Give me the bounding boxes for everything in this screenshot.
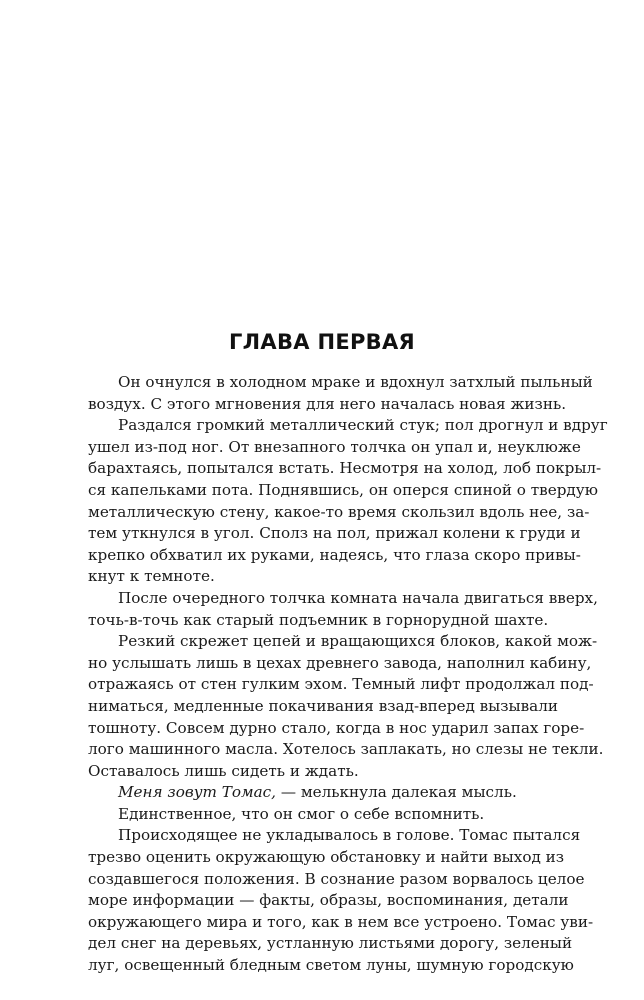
text-line: кнут к темноте. [88, 567, 215, 586]
text-line: море информации — факты, образы, воспоминания, детали [88, 891, 569, 910]
body-text [88, 372, 608, 977]
text-line: воздух. С этого мгновения для него началась новая жизнь. [88, 394, 567, 413]
text-line: После очередного толчка комната начала двигаться вверх, [118, 588, 598, 607]
text-line: Он очнулся в холодном мраке и вдохнул затхлый пыльный [118, 373, 593, 391]
text-line: Оставалось лишь сидеть и ждать. [88, 761, 359, 780]
text-line: металлическую стену, какое-то время скользил вдоль нее, за- [88, 502, 590, 521]
text-line: дел снег на деревьях, устланную листьями дорогу, зеленый [88, 934, 573, 953]
text-line: Резкий скрежет цепей и вращающихся блоков, какой мож- [118, 632, 598, 651]
text-line: окружающего мира и того, как в нем все устроено. Томас уви- [88, 912, 594, 931]
text-line: Раздался громкий металлический стук; пол дрогнул и вдруг [118, 416, 608, 435]
text-fragment: — мелькнула далекая мысль. [276, 783, 517, 802]
text-line: ушел из-под ног. От внезапного толчка он упал и, неуклюже [88, 437, 581, 456]
italic-thought: Меня зовут Томас, [118, 783, 276, 802]
text-line: трезво оценить окружающую обстановку и найти выход из [88, 848, 565, 867]
text-line: лого машинного масла. Хотелось заплакать, но слезы не текли. [88, 740, 604, 759]
text-line: точь-в-точь как старый подъемник в горнорудной шахте. [88, 610, 549, 629]
chapter-title: ГЛАВА ПЕРВАЯ [229, 330, 415, 354]
text-line: ся капельками пота. Поднявшись, он оперся спиной о твердую [88, 480, 598, 499]
text-line: тем уткнулся в угол. Сполз на пол, прижал колени к груди и [88, 524, 581, 543]
text-line: тошноту. Совсем дурно стало, когда в нос ударил запах горе- [88, 718, 585, 737]
text-line: ниматься, медленные покачивания взад-вперед вызывали [88, 696, 559, 715]
text-line: Единственное, что он смог о себе вспомнить. [118, 804, 485, 823]
text-line: создавшегося положения. В сознание разом ворвалось целое [88, 869, 585, 888]
text-line: Происходящее не укладывалось в голове. Томас пытался [118, 826, 581, 845]
text-line: барахтаясь, попытался встать. Несмотря на холод, лоб покрыл- [88, 459, 602, 478]
text-line [88, 782, 556, 804]
text-line: луг, освещенный бледным светом луны, шумную городскую [88, 956, 574, 975]
text-line: но услышать лишь в цехах древнего завода, наполнил кабину, [88, 653, 592, 672]
text-line: крепко обхватил их руками, надеясь, что глаза скоро привы- [88, 545, 581, 564]
text-line: отражаясь от стен гулким эхом. Темный лифт продолжал под- [88, 675, 594, 694]
